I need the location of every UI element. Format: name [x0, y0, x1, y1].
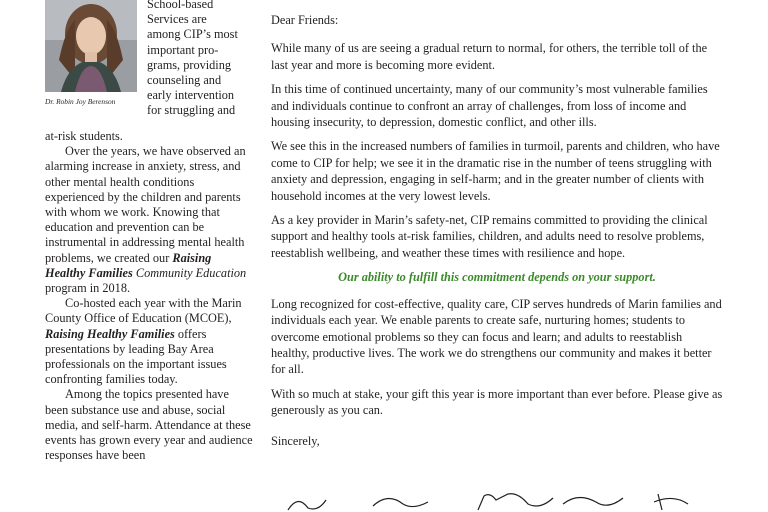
- letter-paragraph: As a key provider in Marin’s safety-net, CIP remains committed to providing the clinical support and healthy tools at-risk families, children, and adults need to resolve problems, reestablish wellbeing, and weather these times with resilience and hope.: [271, 213, 708, 260]
- wrap-line: early intervention: [147, 88, 235, 103]
- program-name: Raising Healthy Families: [45, 250, 212, 280]
- closing: Sincerely,: [271, 433, 320, 448]
- signature: [278, 490, 738, 512]
- letter-body: [271, 12, 723, 457]
- wrap-line: important pro-: [147, 42, 219, 57]
- photo-caption: Dr. Robin Joy Berenson: [45, 97, 116, 106]
- highlight-statement: Our ability to fulfill this commitment depends on your support.: [338, 270, 656, 285]
- wrap-line: among CIP’s most: [147, 27, 238, 42]
- wrap-line: Services are: [147, 12, 207, 27]
- letter-paragraph: We see this in the increased numbers of families in turmoil, parents and children, who have come to CIP for help; we see it in the dramatic rise in the number of teens struggling with anxiety and depression, engaging in self-harm; and in the greater number of clients with household incomes at the very lowest levels.: [271, 139, 720, 203]
- wrap-line: counseling and: [147, 72, 222, 87]
- letter-paragraph: Long recognized for cost-effective, quality care, CIP serves hundreds of Marin families and individuals each year. We enable parents to create safe, nurturing homes; students to overcome emotional problems so they can focus and learn; and adults to reestablish healthy, productive lives. The work we do strengthens our community and makes it better for all.: [271, 296, 722, 377]
- left-paragraph-text: offers presentations by leading Bay Area professionals on the important issues confronting families today.: [45, 326, 227, 387]
- left-paragraph-text: Over the years, we have observed an alarming increase in anxiety, stress, and other mental health conditions experienced by the children and parents with whom we work. Knowing that education and prevention can be instrumental in addressing mental health problems, we created our: [45, 144, 246, 265]
- letter-paragraph: While many of us are seeing a gradual return to normal, for others, the terrible toll of the last year and more is becoming more evident.: [271, 41, 708, 72]
- program-subtitle: Community Education: [135, 265, 247, 280]
- left-paragraph: [45, 296, 253, 387]
- wrap-line: grams, providing: [147, 57, 232, 72]
- program-name: Raising Healthy Families: [45, 326, 175, 341]
- wrap-line: School-based: [147, 0, 214, 11]
- left-paragraph: Among the topics presented have been substance use and abuse, social media, and self-harm. Attendance at these events has grown every year and audience responses have been: [45, 387, 253, 463]
- left-paragraph-text: program in 2018.: [45, 281, 131, 296]
- portrait-illustration: [45, 0, 137, 92]
- letter-paragraph: With so much at stake, your gift this year is more important than ever before. Please give as generously as you can.: [271, 386, 723, 418]
- left-column-text: [45, 129, 253, 463]
- portrait-photo: [45, 0, 137, 92]
- left-paragraph: [45, 144, 253, 296]
- left-line-after-photo: at-risk students.: [45, 129, 123, 143]
- wrap-line: for struggling and: [147, 103, 236, 118]
- salutation: Dear Friends:: [271, 13, 339, 27]
- left-paragraph-text: Co-hosted each year with the Marin County Office of Education (MCOE),: [45, 296, 242, 326]
- wrap-text: [147, 0, 257, 119]
- letter-paragraph: In this time of continued uncertainty, many of our community’s most vulnerable families and individuals continue to confront an array of challenges, from loss of income and housing insecurity, to depression, domestic conflict, and other ills.: [271, 82, 708, 130]
